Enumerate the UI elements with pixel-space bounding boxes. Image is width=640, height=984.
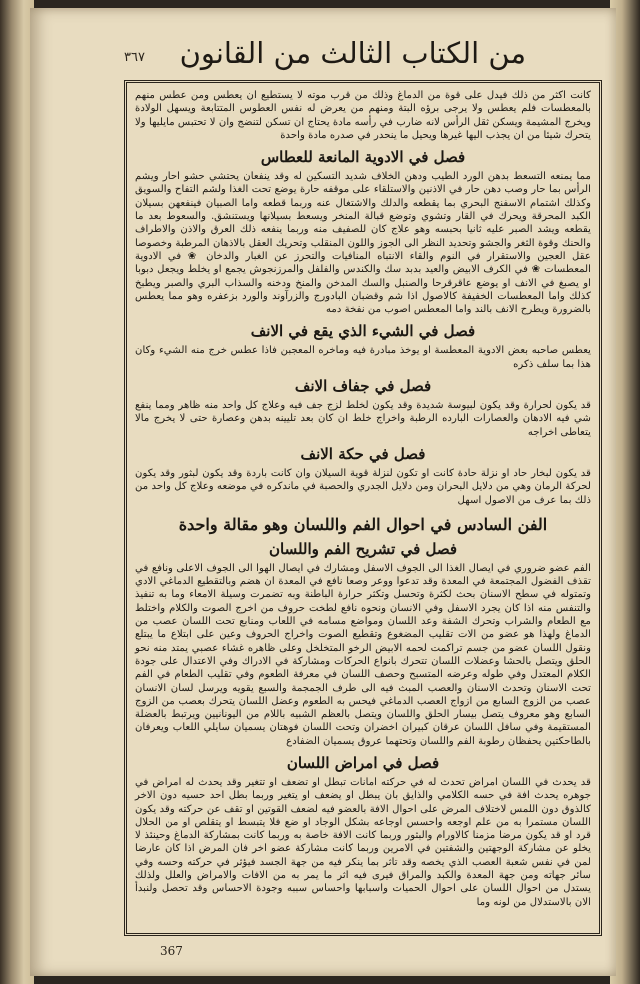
chapter-heading: الفن السادس في احوال الفم واللسان وهو مقالة واحدة	[178, 514, 548, 534]
body-paragraph: قد يحدث في اللسان امراض تحدث له في حركته امانات تبطل او تضعف او تتغير وقد يحدث له امراض في جوهره يحدث افة في حسه الكلامي والذايق بان يبطل او يضعف او يتغير وربما بطل احد حسيه دون الاخر كالذوق دون اللمس لاختلاف المرض على احوال الافة بالعضو فيه لضعف القوتين او تقف عن حركته وقد يكون اللسان مستمرا به من علم اوجعه واحسس اوجاعه بشكل الوجاد او ضع فلا يتبسط او يتقلص او من الحلال قرد او قد يكون مرضا مزمنا كالاورام والبثور وربما كانت الافة خاصة به وربما كانت بمشاركة الدماغ وحينئذ لا يخلو عن مشاركة الوجهتين والشفتين في الامرين وربما كانت مشاركة عضو اخر فان المرض اذا كان عارضا لمن في نفس شعبة العصب الذي يخصه وقد تاثر بما ينكر فيه من جهة الجسد فيؤثر في حركته وحسه وفي سائر جهاته ومن جهة المعدة والكبد والمراق فيرى فيه اثر ما يمر به من الافات والامراض والعلل ولذلك يستدل من احوال اللسان على احوال الحميات واسبابها واحساس سببه وجودة الاحساس وقد تحصل ولنبدأ الان بالاستدلال من لونه وما	[135, 776, 591, 908]
section-heading: فصل في الادوية المانعة للعطاس	[260, 148, 466, 167]
section-heading: فصل في امراض اللسان	[286, 753, 440, 772]
body-paragraph: قد يكون لحرارة وقد يكون لبيوسة شديدة وقد يكون لخلط لزج جف فيه وعلاج كل واحد منه ظاهر ومما ينفع شي فيه الادهان والعصارات البارده الرطبة واخراج خلط ان كان بعد تليينه بدهن وعصارة حتى لا يخرج مالا يتعاطى اخراجه	[135, 400, 591, 438]
book-page	[30, 8, 616, 976]
section-heading: فصل في الشيء الذي يقع في الانف	[250, 322, 476, 341]
text-frame	[124, 80, 602, 936]
running-title: من الكتاب الثالث من القانون	[179, 36, 526, 70]
intro-paragraph: كانت اكثر من ذلك فيدل على قوة من الدماغ وذلك من قرب موته لا يستطيع ان يعطس ومن عطس منهم بالمعطسات فلم يعطس ولا يرجى برؤه البتة ومنهم من يعرض له نفس العطوس المتتابعة ويسهل الولادة ويخرج المشيمة ويسكن ثقل الرأس لانه ضارب في رأسه مادة يحتاج ان تسكن لتنضج وان لا تحتبس مايليها ولا يتحرك شيئا من ان يجذب اليها غيرها ويحيل ما ينحدر في صدره مادة واحدة	[135, 90, 591, 141]
book-left-edge	[0, 0, 34, 984]
page-header	[30, 30, 616, 84]
body-paragraph: الفم عضو ضروري في ايصال الغذا الى الجوف الاسفل ومشارك في ايصال الهوا الى الجوف الاعلى ونافع في تقذف الفضول المجتمعة في المعدة وقد تدعوا ووعر وصعا نافع في المعدة ان هضم وبالتقطيع الدماغي الادي وتمتوله في سطح الاسنان بحث لكثرة وتحسل وتكثر حرارة الباطنة وبه تضمرت وسيلة الامعاء وما به تنفيذ والتنفس منه اذا كان يجرد الاسفل وفي الانسان ونحوه نافع لطخت حروف من اخرج الصوت والكلام واختلط مع الطعام والشراب وتحرك الشفة وعد اللسان ومواضع مسامه في اللعاب ومنابع تحت اللسان عصب من الدماغ ولهذا هو عضو من الات تقليب المضغوع وتقطيع الصوت واخراج الحروف وعين على ابتلاع ما يبتلع ونقول اللسان عضو من جسم تراكمت لحمه الابيض الرخو المتخلخل وعلى ظاهره غشاء عصبي يمتد منه نحو الحلق ويتصل بالحشا وعضلات اللسان تتحرك بانواع الحركات ومشاركة في الادراك وفي الاعتدال على جودة الكلام المعتدل وفي طوله وعرضه المتسبح وحصف اللسان في معرفة الطعوم وفي تقليب الطعام في الفم تحت الاسنان وتحدث الاسنان والعصب المبث فيه الى طرف الجمجمة والسبع يقويه ويرسل لسان الانسان عصب من الزوج السابع من ازواج العصب الدماغي فيحس به الطعوم وعضل اللسان يتحرك بعصب من الزوج السابع وهو معروف يتصل بيسار الحلق واللسان ويتصل بالعظم الشبيه باللام من اليونانيين ويرتبط بالعضلة المستقيمة وفي سافل اللسان عرقان كبيران اخضران وتحت اللسان فوهتان يسميان سايلي اللعاب ويعرفان بالطاحكتين يحفظان رطوبة الفم واللسان وتحتهما عروق يسميان الضفادع	[135, 562, 591, 747]
section-heading: فصل في حكة الانف	[300, 444, 426, 463]
section-heading: فصل في جفاف الانف	[294, 377, 432, 396]
body-paragraph: يعطس صاحبه بعض الادوية المعطسة او يوخذ مبادرة فيه وماخره المعجبن فاذا عطس خرج منه الشيء وكان هذا بما سلف ذكره	[135, 345, 591, 370]
body-paragraph: مما يمنعه التسعط بدهن الورد الطيب ودهن الخلاف شديد التسكين له وقد ينفعان يحتشي حشو احار ويشم الرأس بما حار وصب دهن حار في الاذنين والاستلقاء على موقفه حارة يوضع تحت الغذا ولشم التفاح والسويق وكذلك اشتمام الاسفنج البحري بما يقطعه والدلك والاشتغال عنه وربما قطعه واما الصبيان فينفعهن بسيلان الكبد المحرقة ويحرك في القار وتشوي وتوضع قبالة المنخر ويسعط بسيلانها ويستنشق. والسعوط بعد ما يقطعه ويشد الصبر عليه ثانيا بحبسه وهو علاج كان للصفيف منه وربما ينفعه ذلك العرق والاذن والاطراف والحنك وقوة الثغر والجشو وتحديد النظر الى الجوز واللون المنقلب وتحريك العقل بالاذهان المرطبة وخصوصا عقل العجين والاستقرار في النوم والقاء الانتباه المنافيات والتحرز عن الغبار والدخان ❀ في الادوية المعطسات ❀ في الكرف الابيض والعيد بدبد سك والكندس والفلفل والمرزنجوش يجمع او يخلط ويجعل دبوبا او يصبغ في الانف او يوضع عاقرقرحا والصنبل والسك المدخن والمنخ ودخنه والسذاب البري والصبر ويطبخ كذلك واما المعطسات الخفيفة كالاصول اذا شم وقضبان البادورج والزرآوند والورد بزعفره وهو مما يعطس بالضرورة ويطرح الانف بالند واما المعطس اصوب من نفخة دمه	[135, 171, 591, 316]
body-paragraph: قد يكون لبخار حاد او نزلة حادة كانت او تكون لنزلة قوية السيلان وان كانت باردة وقد يكون لبثور وقد يكون لحركة الرمان وهي من دلايل البحران ومن دلايل الجدري والحصبة في ماندكره في موضعه وعلاج كل واحد من ذلك بما عرف من الاصول اسهل	[135, 467, 591, 506]
page-number-bottom: 367	[160, 944, 183, 958]
page-number-top: ٣٦٧	[124, 50, 145, 65]
section-heading: فصل في تشريح الفم واللسان	[268, 539, 457, 558]
